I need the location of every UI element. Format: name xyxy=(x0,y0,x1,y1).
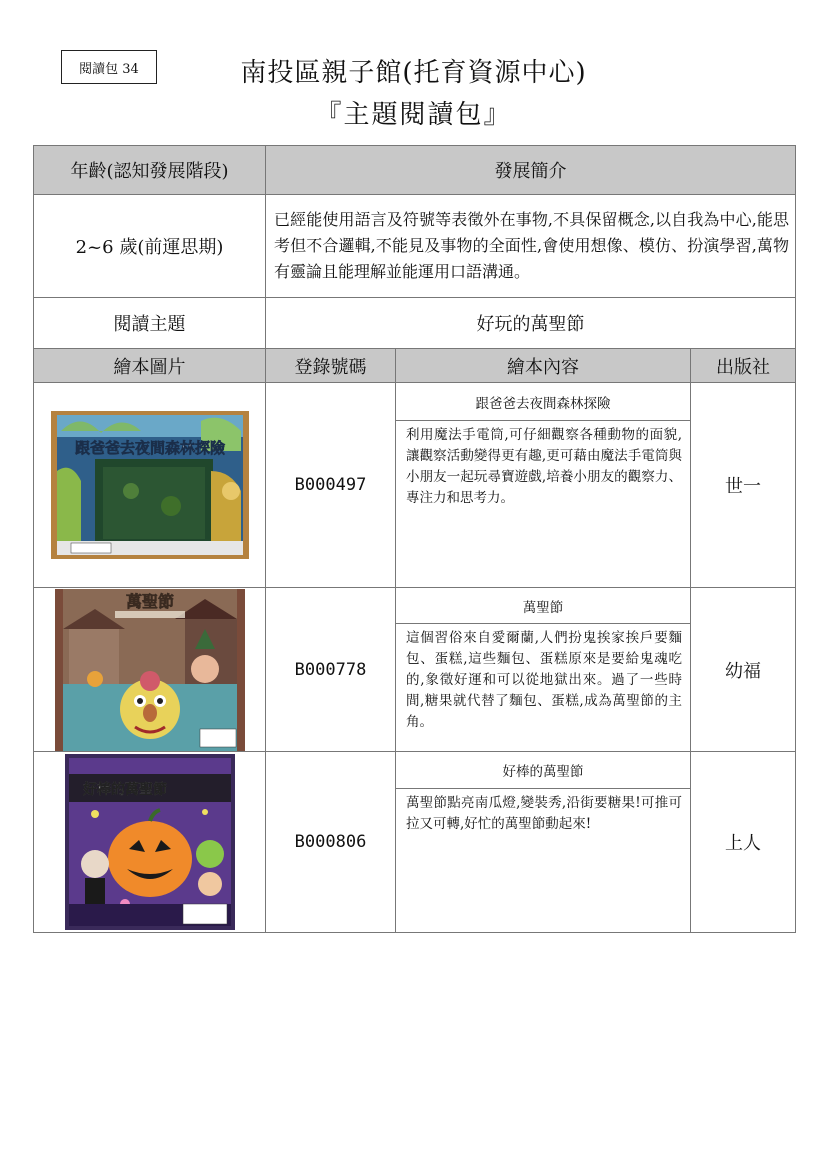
info-header-row xyxy=(34,146,796,195)
info-value-row xyxy=(34,195,796,298)
development-header: 發展簡介 xyxy=(266,146,796,195)
book-cover-cell xyxy=(34,752,266,933)
book-title: 萬聖節 xyxy=(396,588,690,624)
book-row xyxy=(34,383,796,588)
reading-pack-table xyxy=(33,145,796,933)
book-cover-forest-icon xyxy=(51,411,249,559)
book-content-cell xyxy=(396,752,691,933)
book-row xyxy=(34,752,796,933)
age-header: 年齡(認知發展階段) xyxy=(34,146,266,195)
book-cover-halloween-icon xyxy=(55,589,245,751)
book-row xyxy=(34,588,796,752)
book-publisher: 世一 xyxy=(691,383,796,588)
book-cover-cell xyxy=(34,588,266,752)
book-content-cell xyxy=(396,588,691,752)
cover-title-text: 好棒的萬聖節 xyxy=(82,782,167,798)
col-header-publisher: 出版社 xyxy=(691,349,796,383)
book-cover-pumpkin-icon xyxy=(65,754,235,930)
book-title: 跟爸爸去夜間森林探險 xyxy=(396,383,690,421)
book-code: B000806 xyxy=(266,752,396,933)
book-description: 萬聖節點亮南瓜燈,變裝秀,沿街要糖果!可推可拉又可轉,好忙的萬聖節動起來! xyxy=(406,795,682,832)
col-header-picture: 繪本圖片 xyxy=(34,349,266,383)
theme-row xyxy=(34,298,796,349)
cover-title-text: 萬聖節 xyxy=(125,591,174,611)
book-description: 利用魔法手電筒,可仔細觀察各種動物的面貌,讓觀察活動變得更有趣,更可藉由魔法手電筒與小朋友一起玩尋寶遊戲,培養小朋友的觀察力、專注力和思考力。 xyxy=(406,427,682,506)
book-publisher: 幼福 xyxy=(691,588,796,752)
age-value: 2~6 歲(前運思期) xyxy=(34,195,266,298)
theme-value: 好玩的萬聖節 xyxy=(266,298,796,349)
development-description: 已經能使用語言及符號等表徵外在事物,不具保留概念,以自我為中心,能思考但不合邏輯,不能見及事物的全面性,會使用想像、模仿、扮演學習,萬物有靈論且能理解並能運用口語溝通。 xyxy=(266,195,796,298)
page-subtitle: 『主題閱讀包』 xyxy=(315,100,512,130)
book-title: 好棒的萬聖節 xyxy=(396,752,690,789)
cover-title-text: 跟爸爸去夜間森林探險 xyxy=(74,439,225,457)
book-code: B000778 xyxy=(266,588,396,752)
book-code: B000497 xyxy=(266,383,396,588)
theme-label: 閱讀主題 xyxy=(34,298,266,349)
pack-number-badge: 閱讀包 34 xyxy=(61,50,157,84)
book-publisher: 上人 xyxy=(691,752,796,933)
book-cover-cell xyxy=(34,383,266,588)
col-header-code: 登錄號碼 xyxy=(266,349,396,383)
col-header-content: 繪本內容 xyxy=(396,349,691,383)
book-content-cell xyxy=(396,383,691,588)
book-description: 這個習俗來自愛爾蘭,人們扮鬼挨家挨戶要麵包、蛋糕,這些麵包、蛋糕原來是要給鬼魂吃的,象徵好運和可以從地獄出來。過了一些時間,糖果就代替了麵包、蛋糕,成為萬聖節的主角。 xyxy=(406,630,682,730)
page-title: 南投區親子館(托育資源中心) xyxy=(240,58,587,88)
book-header-row xyxy=(34,349,796,383)
